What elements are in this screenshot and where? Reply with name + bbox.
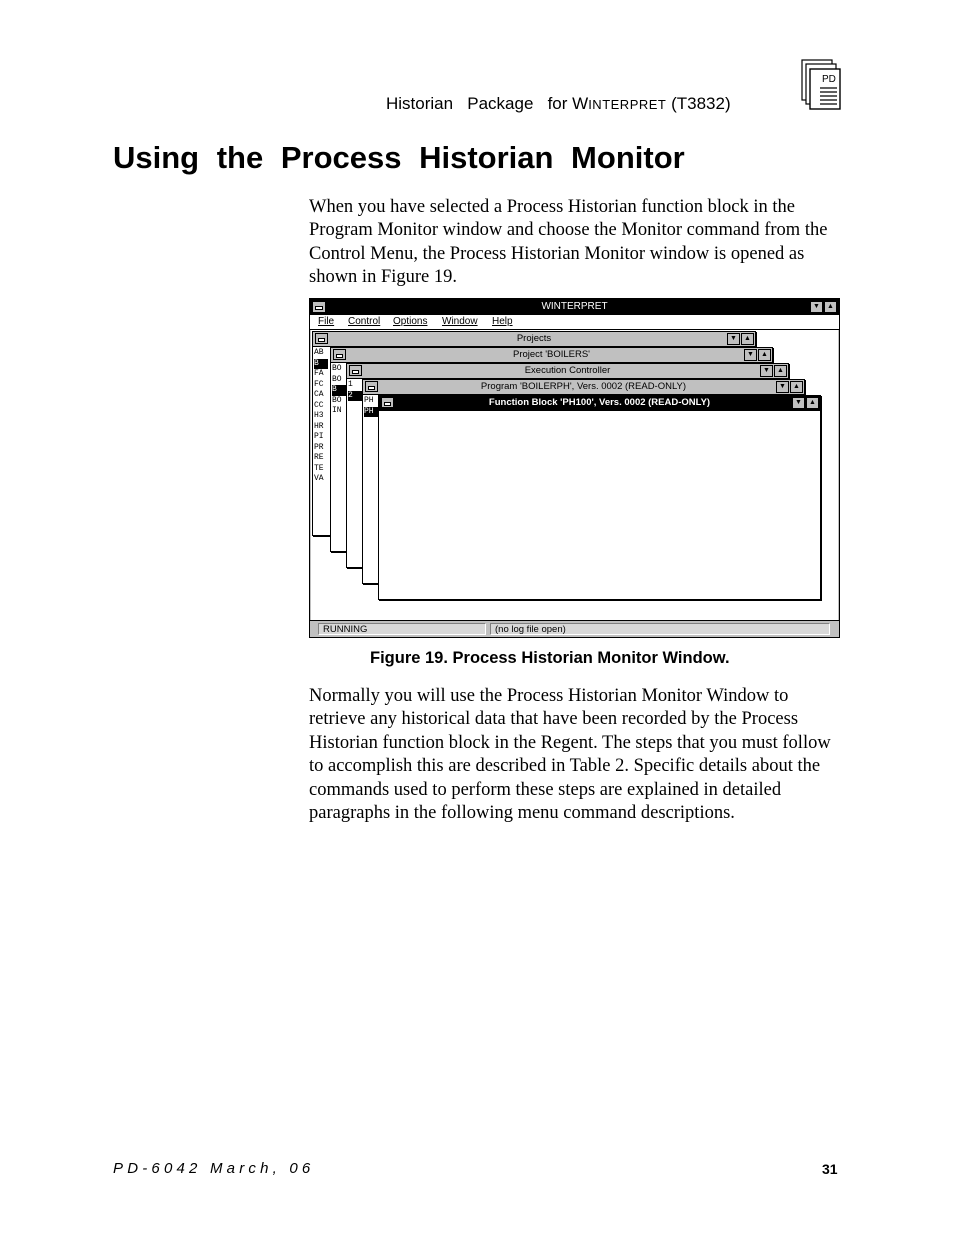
list-item[interactable]: B	[314, 359, 328, 370]
function-block-title-bar[interactable]: Function Block 'PH100', Vers. 0002 (READ-ONLY) ▼ ▲	[379, 396, 820, 411]
list-item[interactable]: 1	[348, 380, 353, 389]
list-item[interactable]: VA	[314, 474, 324, 483]
function-block-minimize-icon[interactable]: ▼	[792, 397, 805, 409]
figure-caption: Figure 19. Process Historian Monitor Window.	[370, 649, 730, 667]
execution-minimize-icon[interactable]: ▼	[760, 365, 773, 377]
program-system-menu-icon[interactable]	[365, 381, 378, 392]
intro-paragraph: When you have selected a Process Historian function block in the Program Monitor window and choose the Monitor command from the Control Menu, the Process Historian Monitor window is opened as shown in Figure 19.	[309, 197, 828, 288]
list-item[interactable]: B	[332, 385, 346, 396]
program-title-bar[interactable]: Program 'BOILERPH', Vers. 0002 (READ-ONLY) ▼ ▲	[363, 380, 804, 395]
project-title-bar[interactable]: Project 'BOILERS' ▼ ▲	[331, 348, 772, 363]
list-item[interactable]: IN	[332, 406, 342, 415]
program-list	[364, 396, 378, 417]
page-number: 31	[822, 1161, 838, 1177]
projects-title-bar[interactable]: Projects ▼ ▲	[313, 332, 755, 347]
list-item[interactable]: CA	[314, 390, 324, 399]
list-item[interactable]: PI	[314, 432, 324, 441]
program-maximize-icon[interactable]: ▲	[790, 381, 803, 393]
header-suffix: (T3832)	[666, 94, 731, 113]
header-smallcaps: INTERPRET	[588, 97, 667, 112]
app-title-bar	[310, 299, 839, 315]
app-minimize-icon[interactable]: ▼	[810, 301, 823, 313]
page-title: Using the Process Historian Monitor	[113, 140, 685, 175]
list-item[interactable]: BO	[332, 364, 342, 373]
list-item[interactable]: AB	[314, 348, 324, 357]
list-item[interactable]: 2	[348, 391, 362, 402]
list-item[interactable]: TE	[314, 463, 324, 473]
app-title: WINTERPRET	[541, 301, 608, 312]
mdi-client-area	[311, 330, 838, 621]
body-paragraph: Normally you will use the Process Historian Monitor Window to retrieve any historical data that have been recorded by the Process Historian function block in the Regent. The steps that you must follow to accomplish this are described in Table 2. Specific details about the commands used to perform these steps are explained in detailed paragraphs in the following menu command descriptions.	[309, 686, 831, 824]
pd-logo-text: PD	[822, 74, 836, 85]
execution-list	[348, 380, 362, 401]
function-block-maximize-icon[interactable]: ▲	[806, 397, 819, 409]
menu-options[interactable]: Options	[393, 316, 428, 327]
list-item[interactable]: FA	[314, 369, 324, 378]
list-item[interactable]: FC	[314, 379, 324, 389]
projects-list	[314, 348, 328, 485]
pd-document-icon	[801, 59, 841, 111]
list-item[interactable]: CC	[314, 400, 324, 410]
header-prefix: Historian Package for W	[386, 94, 589, 113]
menu-bar	[310, 315, 839, 330]
project-system-menu-icon[interactable]	[333, 349, 346, 360]
app-system-menu-icon[interactable]	[312, 301, 326, 313]
list-item[interactable]: BO	[332, 395, 342, 405]
running-header	[386, 94, 731, 114]
status-log: (no log file open)	[490, 623, 830, 635]
list-item[interactable]: H3	[314, 411, 324, 420]
project-maximize-icon[interactable]: ▲	[758, 349, 771, 361]
project-list	[332, 364, 346, 417]
projects-minimize-icon[interactable]: ▼	[727, 333, 740, 345]
execution-title-bar[interactable]: Execution Controller ▼ ▲	[347, 364, 788, 379]
menu-control[interactable]: Control	[348, 316, 381, 327]
execution-maximize-icon[interactable]: ▲	[774, 365, 787, 377]
list-item[interactable]: PH	[364, 407, 378, 418]
footer-doc-id: PD-6042 March, 06	[113, 1160, 315, 1177]
menu-window[interactable]: Window	[442, 316, 478, 327]
menu-help[interactable]: Help	[492, 316, 513, 327]
list-item[interactable]: HR	[314, 421, 324, 431]
app-maximize-icon[interactable]: ▲	[824, 301, 837, 313]
status-state: RUNNING	[318, 623, 486, 635]
program-minimize-icon[interactable]: ▼	[776, 381, 789, 393]
list-item[interactable]: PH	[364, 396, 374, 405]
function-block-system-menu-icon[interactable]	[381, 397, 394, 408]
project-minimize-icon[interactable]: ▼	[744, 349, 757, 361]
projects-system-menu-icon[interactable]	[315, 333, 328, 344]
projects-maximize-icon[interactable]: ▲	[741, 333, 754, 345]
list-item[interactable]: BO	[332, 374, 342, 384]
function-block-window[interactable]	[378, 395, 821, 600]
winterpret-screenshot	[309, 298, 840, 638]
list-item[interactable]: RE	[314, 453, 324, 462]
list-item[interactable]: PR	[314, 442, 324, 452]
execution-system-menu-icon[interactable]	[349, 365, 362, 376]
menu-file[interactable]: File	[318, 316, 335, 327]
status-bar	[310, 620, 839, 637]
